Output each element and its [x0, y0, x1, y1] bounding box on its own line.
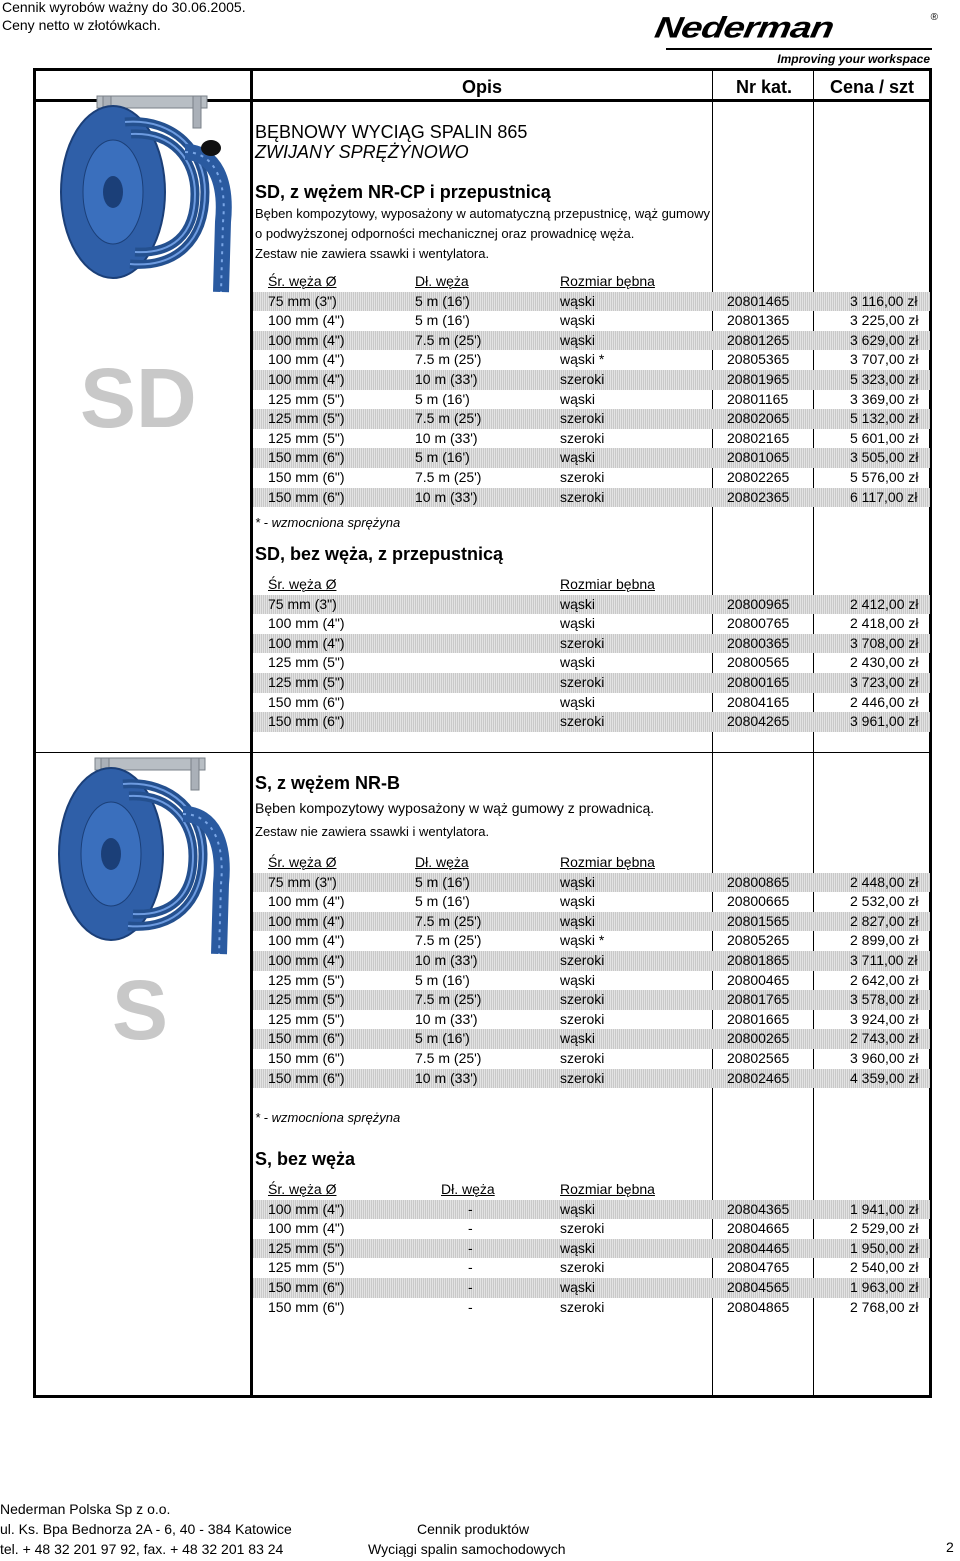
length-cell: 7.5 m (25')	[415, 351, 482, 368]
length-cell: 7.5 m (25')	[415, 469, 482, 485]
diameter-cell: 125 mm (5")	[268, 390, 345, 407]
diameter-cell: 125 mm (5")	[268, 1239, 345, 1256]
drum-size-cell: wąski	[560, 893, 596, 910]
validity-note: Cennik wyrobów ważny do 30.06.2005.	[2, 0, 246, 15]
table-row	[253, 653, 930, 673]
catalog-number-cell: 20802465	[727, 1069, 790, 1086]
diameter-cell: 100 mm (4")	[268, 1220, 345, 1237]
table-row	[253, 311, 930, 331]
price-cell: 1 941,00 zł	[850, 1200, 919, 1217]
table-row	[253, 971, 930, 991]
drum-size-cell: wąski	[560, 1030, 596, 1047]
length-cell: 10 m (33')	[415, 1010, 478, 1027]
catalog-number-cell: 20801365	[727, 312, 790, 329]
table-row	[253, 614, 930, 634]
length-cell: -	[468, 1279, 473, 1295]
length-cell: 10 m (33')	[415, 952, 478, 968]
drum-size-cell: szeroki	[560, 1010, 605, 1027]
table-row	[253, 1069, 930, 1089]
catalog-number-cell: 20800865	[727, 873, 790, 890]
catalog-number-cell: 20801465	[727, 292, 790, 309]
diameter-cell: 100 mm (4")	[268, 952, 345, 968]
footer-product: Wyciągi spalin samochodowych	[368, 1541, 566, 1557]
drum-size-cell: wąski	[560, 1279, 596, 1295]
registered-mark: ®	[930, 12, 938, 23]
drum-size-cell: wąski	[560, 873, 596, 890]
drum-size-cell: szeroki	[560, 1298, 605, 1315]
sd-title: SD, z wężem NR-CP i przepustnicą	[255, 182, 551, 202]
table-row	[253, 1278, 930, 1298]
length-cell: 5 m (16')	[415, 971, 470, 988]
catalog-number-cell: 20802365	[727, 488, 790, 505]
diameter-cell: 125 mm (5")	[268, 971, 345, 988]
drum-size-cell: szeroki	[560, 410, 605, 427]
table-row	[253, 634, 930, 654]
footer-page-number: 2	[946, 1539, 954, 1555]
diameter-cell: 100 mm (4")	[268, 912, 345, 929]
price-cell: 5 576,00 zł	[850, 469, 919, 485]
drum-size-cell: szeroki	[560, 429, 605, 446]
drum-size-cell: wąski	[560, 1200, 596, 1217]
length-cell: -	[468, 1220, 473, 1237]
diameter-cell: 125 mm (5")	[268, 1010, 345, 1027]
length-cell: -	[468, 1200, 473, 1217]
logo-tagline: Improving your workspace	[777, 52, 930, 66]
catalog-number-cell: 20800365	[727, 634, 790, 651]
catalog-number-cell: 20800665	[727, 893, 790, 910]
drum-size-cell: szeroki	[560, 1259, 605, 1276]
diameter-cell: 100 mm (4")	[268, 893, 345, 910]
price-cell: 2 642,00 zł	[850, 971, 919, 988]
price-cell: 3 505,00 zł	[850, 449, 919, 466]
price-cell: 2 899,00 zł	[850, 932, 919, 949]
table-row	[253, 488, 930, 508]
catalog-number-cell: 20801065	[727, 449, 790, 466]
length-cell: 5 m (16')	[415, 312, 470, 329]
main-title-line1: BĘBNOWY WYCIĄG SPALIN 865	[255, 122, 528, 142]
diameter-cell: 75 mm (3")	[268, 595, 337, 612]
column-header-opis: Opis	[462, 77, 503, 97]
sd-bez-title: SD, bez węża, z przepustnicą	[255, 544, 504, 564]
sd-desc-2: o podwyższonej odporności mechanicznej oraz prowadnicę węża.	[255, 226, 635, 241]
table-row	[253, 1029, 930, 1049]
diameter-cell: 100 mm (4")	[268, 932, 345, 949]
catalog-number-cell: 20800965	[727, 595, 790, 612]
drum-size-cell: wąski	[560, 331, 596, 348]
price-cell: 5 132,00 zł	[850, 410, 919, 427]
catalog-number-cell: 20800165	[727, 674, 790, 690]
drum-size-cell: szeroki	[560, 1050, 605, 1066]
price-cell: 3 225,00 zł	[850, 312, 919, 329]
length-cell: 7.5 m (25')	[415, 991, 482, 1008]
length-cell: 5 m (16')	[415, 893, 470, 910]
price-cell: 2 532,00 zł	[850, 893, 919, 910]
diameter-cell: 75 mm (3")	[268, 292, 337, 309]
logo-wordmark: Nederman	[652, 12, 836, 45]
diameter-cell: 100 mm (4")	[268, 371, 345, 387]
drum-size-cell: wąski	[560, 390, 596, 407]
table-row	[253, 370, 930, 390]
s-desc-2: Zestaw nie zawiera ssawki i wentylatora.	[255, 824, 490, 839]
diameter-cell: 150 mm (6")	[268, 1069, 345, 1086]
catalog-number-cell: 20804665	[727, 1220, 790, 1237]
drum-size-cell: szeroki	[560, 488, 605, 505]
catalog-number-cell: 20801665	[727, 1010, 790, 1027]
table-row	[253, 693, 930, 713]
diameter-cell: 150 mm (6")	[268, 713, 345, 730]
price-cell: 3 116,00 zł	[850, 292, 918, 309]
column-header: Rozmiar bębna	[560, 576, 655, 592]
catalog-number-cell: 20802165	[727, 429, 790, 446]
drum-size-cell: wąski	[560, 595, 596, 612]
catalog-number-cell: 20804365	[727, 1200, 790, 1217]
catalog-number-cell: 20805265	[727, 932, 790, 949]
length-cell: 10 m (33')	[415, 429, 478, 446]
diameter-cell: 150 mm (6")	[268, 469, 345, 485]
drum-size-cell: szeroki	[560, 1069, 605, 1086]
diameter-cell: 150 mm (6")	[268, 693, 345, 710]
diameter-cell: 125 mm (5")	[268, 1259, 345, 1276]
length-cell: 7.5 m (25')	[415, 410, 482, 427]
price-cell: 2 768,00 zł	[850, 1298, 919, 1315]
drum-size-cell: szeroki	[560, 991, 605, 1008]
diameter-cell: 125 mm (5")	[268, 429, 345, 446]
length-cell: 5 m (16')	[415, 292, 470, 309]
diameter-cell: 150 mm (6")	[268, 1298, 345, 1315]
price-cell: 3 629,00 zł	[850, 331, 919, 348]
catalog-number-cell: 20801265	[727, 331, 790, 348]
column-header: Rozmiar bębna	[560, 273, 655, 289]
diameter-cell: 75 mm (3")	[268, 873, 337, 890]
catalog-number-cell: 20802265	[727, 469, 790, 485]
sd-desc-1: Bęben kompozytowy, wyposażony w automatyczną przepustnicę, wąż gumowy	[255, 206, 710, 221]
footer-address: ul. Ks. Bpa Bednorza 2A - 6, 40 - 384 Katowice	[0, 1521, 292, 1537]
drum-size-cell: wąski *	[560, 932, 605, 949]
drum-size-cell: wąski *	[560, 351, 605, 368]
price-cell: 2 430,00 zł	[850, 654, 919, 671]
table-row	[253, 1049, 930, 1069]
price-cell: 2 418,00 zł	[850, 615, 919, 632]
length-cell: 10 m (33')	[415, 488, 478, 505]
table-row	[253, 1200, 930, 1220]
price-cell: 3 711,00 zł	[850, 952, 918, 968]
main-title-line2: ZWIJANY SPRĘŻYNOWO	[255, 142, 469, 162]
catalog-number-cell: 20800765	[727, 615, 790, 632]
price-cell: 2 827,00 zł	[850, 912, 919, 929]
price-cell: 2 412,00 zł	[850, 595, 919, 612]
drum-size-cell: wąski	[560, 971, 596, 988]
drum-size-cell: szeroki	[560, 469, 605, 485]
length-cell: 5 m (16')	[415, 873, 470, 890]
drum-size-cell: wąski	[560, 292, 596, 309]
diameter-cell: 150 mm (6")	[268, 449, 345, 466]
table-row	[253, 331, 930, 351]
diameter-cell: 100 mm (4")	[268, 615, 345, 632]
drum-size-cell: szeroki	[560, 713, 605, 730]
table-row	[253, 1298, 930, 1318]
drum-size-cell: wąski	[560, 654, 596, 671]
catalog-number-cell: 20804165	[727, 693, 790, 710]
catalog-number-cell: 20805365	[727, 351, 790, 368]
table-row	[253, 990, 930, 1010]
catalog-number-cell: 20801965	[727, 371, 790, 387]
table-row	[253, 931, 930, 951]
column-header: Rozmiar bębna	[560, 854, 655, 870]
column-header: Dł. węża	[415, 273, 469, 289]
currency-note: Ceny netto w złotówkach.	[2, 17, 161, 33]
table-row	[253, 912, 930, 932]
column-header: Rozmiar bębna	[560, 1181, 655, 1197]
price-cell: 3 708,00 zł	[850, 634, 919, 651]
table-row	[253, 409, 930, 429]
catalog-number-cell: 20800565	[727, 654, 790, 671]
column-header: Dł. węża	[441, 1181, 495, 1197]
diameter-cell: 125 mm (5")	[268, 991, 345, 1008]
length-cell: 5 m (16')	[415, 390, 470, 407]
diameter-cell: 100 mm (4")	[268, 1200, 345, 1217]
price-cell: 2 529,00 zł	[850, 1220, 919, 1237]
price-cell: 4 359,00 zł	[850, 1069, 919, 1086]
table-row	[253, 892, 930, 912]
price-cell: 2 446,00 zł	[850, 693, 919, 710]
catalog-number-cell: 20804465	[727, 1239, 790, 1256]
length-cell: 5 m (16')	[415, 1030, 470, 1047]
length-cell: 7.5 m (25')	[415, 1050, 482, 1066]
price-cell: 1 963,00 zł	[850, 1279, 919, 1295]
table-row	[253, 873, 930, 893]
price-cell: 3 924,00 zł	[850, 1010, 919, 1027]
column-header: Śr. węża Ø	[268, 854, 337, 870]
hose-reel-s-image	[53, 754, 231, 956]
catalog-number-cell: 20804265	[727, 713, 790, 730]
column-header: Śr. węża Ø	[268, 576, 337, 592]
table-row	[253, 468, 930, 488]
length-cell: 5 m (16')	[415, 449, 470, 466]
diameter-cell: 125 mm (5")	[268, 654, 345, 671]
table-row	[253, 712, 930, 732]
price-cell: 2 448,00 zł	[850, 873, 919, 890]
sd_bez-table-header	[253, 575, 930, 595]
s-section-letter: S	[112, 963, 169, 1057]
length-cell: -	[468, 1259, 473, 1276]
drum-size-cell: szeroki	[560, 634, 605, 651]
table-row	[253, 595, 930, 615]
footer-phone: tel. + 48 32 201 97 92, fax. + 48 32 201 83 24	[0, 1541, 284, 1557]
s-bez-title: S, bez węża	[255, 1149, 356, 1169]
table-row	[253, 292, 930, 312]
diameter-cell: 125 mm (5")	[268, 410, 345, 427]
table-row	[253, 1010, 930, 1030]
table-row	[253, 951, 930, 971]
diameter-cell: 150 mm (6")	[268, 1030, 345, 1047]
price-cell: 3 707,00 zł	[850, 351, 919, 368]
length-cell: -	[468, 1239, 473, 1256]
price-cell: 3 961,00 zł	[850, 713, 919, 730]
catalog-number-cell: 20801765	[727, 991, 790, 1008]
diameter-cell: 100 mm (4")	[268, 634, 345, 651]
table-row	[253, 1239, 930, 1259]
table-row	[253, 429, 930, 449]
catalog-number-cell: 20802065	[727, 410, 790, 427]
catalog-number-cell: 20801865	[727, 952, 790, 968]
diameter-cell: 100 mm (4")	[268, 312, 345, 329]
sd-desc-3: Zestaw nie zawiera ssawki i wentylatora.	[255, 246, 490, 261]
diameter-cell: 150 mm (6")	[268, 1279, 345, 1295]
catalog-number-cell: 20800265	[727, 1030, 790, 1047]
column-header: Śr. węża Ø	[268, 1181, 337, 1197]
drum-size-cell: szeroki	[560, 952, 605, 968]
length-cell: 10 m (33')	[415, 1069, 478, 1086]
diameter-cell: 150 mm (6")	[268, 488, 345, 505]
price-cell: 3 369,00 zł	[850, 390, 919, 407]
diameter-cell: 150 mm (6")	[268, 1050, 345, 1066]
length-cell: 7.5 m (25')	[415, 932, 482, 949]
length-cell: -	[468, 1298, 473, 1315]
nederman-logo	[652, 8, 942, 66]
catalog-number-cell: 20804565	[727, 1279, 790, 1295]
drum-size-cell: szeroki	[560, 371, 605, 387]
catalog-number-cell: 20804865	[727, 1298, 790, 1315]
catalog-number-cell: 20802565	[727, 1050, 790, 1066]
s-note: * - wzmocniona sprężyna	[255, 1110, 401, 1125]
drum-size-cell: wąski	[560, 312, 596, 329]
footer-company: Nederman Polska Sp z o.o.	[0, 1501, 171, 1517]
logo-underline	[666, 48, 932, 50]
s-table-header	[253, 853, 930, 873]
table-row	[253, 390, 930, 410]
s-desc-1: Bęben kompozytowy wyposażony w wąż gumowy z prowadnicą.	[255, 800, 655, 816]
price-cell: 5 601,00 zł	[850, 429, 919, 446]
length-cell: 10 m (33')	[415, 371, 478, 387]
sd-table-header	[253, 272, 930, 292]
price-cell: 2 743,00 zł	[850, 1030, 919, 1047]
price-cell: 3 960,00 zł	[850, 1050, 919, 1066]
catalog-number-cell: 20804765	[727, 1259, 790, 1276]
s_bez-table-header	[253, 1180, 930, 1200]
sd-section-letter: SD	[80, 351, 197, 445]
table-row	[253, 673, 930, 693]
table-row	[253, 1219, 930, 1239]
catalog-number-cell: 20801165	[727, 390, 789, 407]
diameter-cell: 100 mm (4")	[268, 331, 345, 348]
price-cell: 6 117,00 zł	[850, 488, 918, 505]
length-cell: 7.5 m (25')	[415, 331, 482, 348]
hose-reel-sd-image	[55, 92, 233, 294]
drum-size-cell: wąski	[560, 615, 596, 632]
price-cell: 3 578,00 zł	[850, 991, 919, 1008]
table-row	[253, 350, 930, 370]
price-cell: 2 540,00 zł	[850, 1259, 919, 1276]
column-header: Śr. węża Ø	[268, 273, 337, 289]
column-header-cena: Cena / szt	[830, 77, 915, 97]
length-cell: 7.5 m (25')	[415, 912, 482, 929]
drum-size-cell: wąski	[560, 449, 596, 466]
drum-size-cell: szeroki	[560, 1220, 605, 1237]
price-cell: 3 723,00 zł	[850, 674, 919, 690]
price-cell: 5 323,00 zł	[850, 371, 919, 387]
sd-note: * - wzmocniona sprężyna	[255, 515, 401, 530]
drum-size-cell: szeroki	[560, 674, 605, 690]
table-row	[253, 1258, 930, 1278]
drum-size-cell: wąski	[560, 1239, 596, 1256]
s-title: S, z wężem NR-B	[255, 773, 401, 793]
footer-doc: Cennik produktów	[417, 1521, 530, 1537]
section-separator	[36, 752, 929, 753]
drum-size-cell: wąski	[560, 693, 596, 710]
table-row	[253, 448, 930, 468]
column-header: Dł. węża	[415, 854, 469, 870]
diameter-cell: 125 mm (5")	[268, 674, 345, 690]
column-header-nr-kat: Nr kat.	[736, 77, 793, 97]
diameter-cell: 100 mm (4")	[268, 351, 345, 368]
price-cell: 1 950,00 zł	[850, 1239, 919, 1256]
catalog-number-cell: 20801565	[727, 912, 790, 929]
catalog-number-cell: 20800465	[727, 971, 790, 988]
drum-size-cell: wąski	[560, 912, 596, 929]
